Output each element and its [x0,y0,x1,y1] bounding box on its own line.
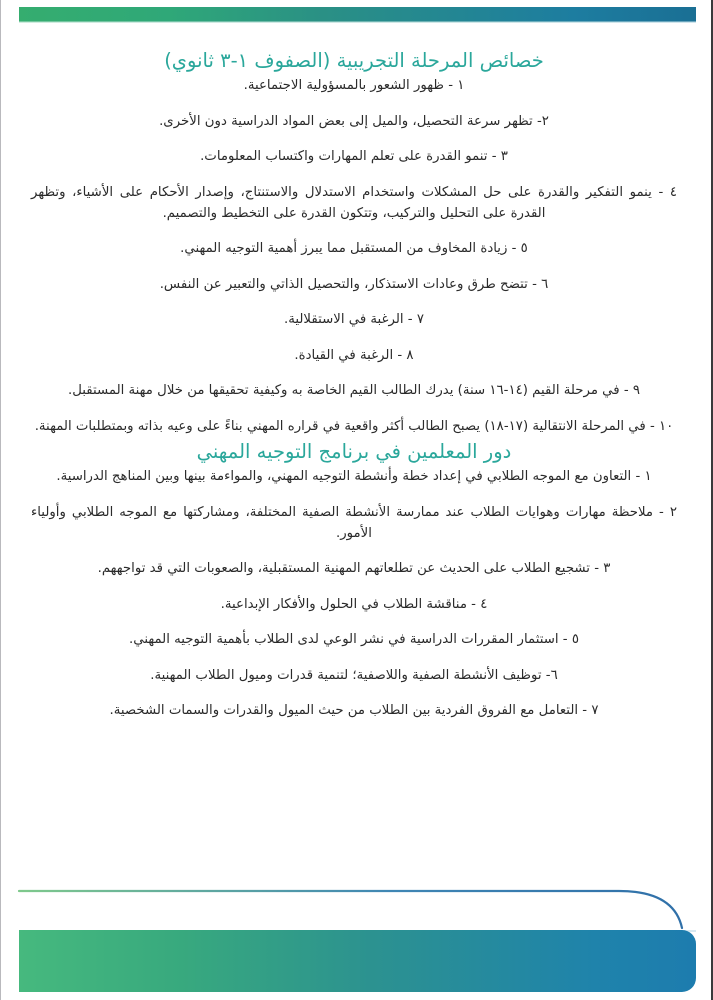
list-item: ٣ - تشجيع الطلاب على الحديث عن تطلعاتهم المهنية المستقبلية، والصعوبات التي قد تواجههم. [97,561,611,576]
list-item: ٨ - الرغبة في القيادة. [294,347,414,363]
document-content [1,46,711,721]
section-title-traits: خصائص المرحلة التجريبية (الصفوف ١-٣ ثانوي) [164,49,544,72]
list-item: ٣ - تنمو القدرة على تعلم المهارات واكتساب المعلومات. [200,149,508,165]
list-item: ٥ - زيادة المخاوف من المستقبل مما يبرز أهمية التوجيه المهني. [180,241,528,257]
list-traits [23,75,685,437]
footer-gradient-bar [19,930,696,992]
header-gradient-bar [19,7,696,22]
list-item: ٤ - ينمو التفكير والقدرة على حل المشكلات واستخدام الاستدلال والاستنتاج، وإصدار الأحكام على الأشياء، وتظهر القدرة على التحليل والتركيب، وتتكون القدرة على التخطيط والتصميم. [31,184,677,221]
list-item: ١ - ظهور الشعور بالمسؤولية الاجتماعية. [243,78,465,94]
list-item: ٧ - الرغبة في الاستقلالية. [284,312,424,328]
list-item: ٧ - التعامل مع الفروق الفردية بين الطلاب من حيث الميول والقدرات والسمات الشخصية. [109,703,599,718]
list-item: ٤ - مناقشة الطلاب في الحلول والأفكار الإبداعية. [220,596,488,612]
list-item: ٢- تظهر سرعة التحصيل، والميل إلى بعض المواد الدراسية دون الأخرى. [159,113,549,129]
list-item: ٩ - في مرحلة القيم (١٤-١٦ سنة) يدرك الطالب القيم الخاصة به وكيفية تحقيقها من خلال مهنة المستقبل. [67,383,641,399]
footer-curved-accent-line [19,886,696,928]
list-item: ٥ - استثمار المقررات الدراسية في نشر الوعي لدى الطلاب بأهمية التوجيه المهني. [129,632,579,647]
list-item: ٦- توظيف الأنشطة الصفية واللاصفية؛ لتنمية قدرات وميول الطلاب المهنية. [150,667,558,683]
header-bar-highlight [19,21,696,23]
section-title-teacher-role: دور المعلمين في برنامج التوجيه المهني [196,439,512,463]
list-item: ١٠ - في المرحلة الانتقالية (١٧-١٨) يصبح الطالب أكثر واقعية في قراره المهني بناءً على وعيه بذاته وبمتطلبات المهنة. [34,418,674,434]
list-item: ١ - التعاون مع الموجه الطلابي في إعداد خطة وأنشطة التوجيه المهني، والمواءمة بينها وبين المناهج الدراسية. [56,469,652,484]
list-item: ٢ - ملاحظة مهارات وهوايات الطلاب عند ممارسة الأنشطة الصفية المختلفة، ومشاركتها مع الموجه الطلابي وأولياء الأمور. [31,504,677,541]
list-item: ٦ - تتضح طرق وعادات الاستذكار، والتحصيل الذاتي والتعبير عن النفس. [159,276,549,292]
list-teacher-role [23,466,685,721]
